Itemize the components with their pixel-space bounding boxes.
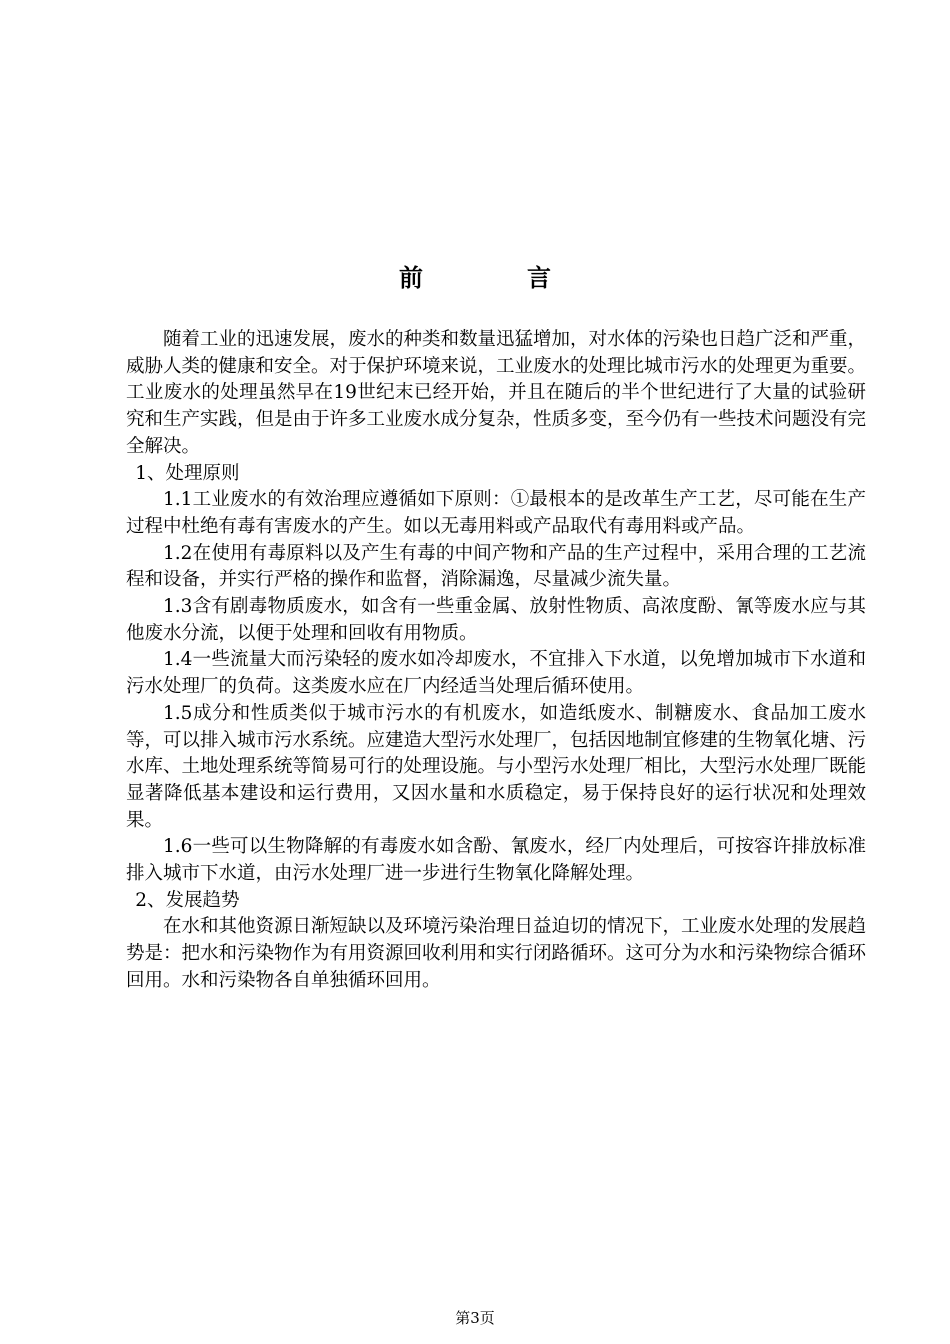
- paragraph-1-4: 1.4一些流量大而污染轻的废水如冷却废水，不宜排入下水道，以免增加城市下水道和污水处理厂的负荷。这类废水应在厂内经适当处理后循环使用。: [126, 649, 866, 698]
- paragraph-1-1: 1.1工业废水的有效治理应遵循如下原则：①最根本的是改革生产工艺，尽可能在生产过程中杜绝有毒有害废水的产生。如以无毒用料或产品取代有毒用料或产品。: [126, 489, 866, 537]
- paragraph-1-2: 1.2在使用有毒原料以及产生有毒的中间产物和产品的生产过程中，采用合理的工艺流程和设备，并实行严格的操作和监督，消除漏逸，尽量减少流失量。: [126, 542, 866, 591]
- page-number: 第3页: [455, 1309, 495, 1327]
- paragraph-1-6: 1.6一些可以生物降解的有毒废水如含酚、氰废水，经厂内处理后，可按容许排放标准排入城市下水道，由污水处理厂进一步进行生物氧化降解处理。: [126, 836, 866, 885]
- page-title: 前言: [399, 263, 655, 292]
- paragraph-1-3: 1.3含有剧毒物质废水，如含有一些重金属、放射性物质、高浓度酚、氰等废水应与其他废水分流，以便于处理和回收有用物质。: [126, 596, 866, 644]
- paragraph-1-5: 1.5成分和性质类似于城市污水的有机废水，如造纸废水、制糖废水、食品加工废水等，可以排入城市污水系统。应建造大型污水处理厂，包括因地制宜修建的生物氧化塘、污水库、土地处理系统等简易可行的处理设施。与小型污水处理厂相比，大型污水处理厂既能显著降低基本建设和运行费用，又因水量和水质稳定，易于保持良好的运行状况和处理效果。: [126, 702, 867, 831]
- section-heading-principles: 1、处理原则: [135, 462, 240, 484]
- trends-paragraph: 在水和其他资源日渐短缺以及环境污染治理日益迫切的情况下，工业废水处理的发展趋势是：把水和污染物作为有用资源回收利用和实行闭路循环。这可分为水和污染物综合循环回用。水和污染物各自单独循环回用。: [126, 916, 867, 991]
- intro-paragraph: 随着工业的迅速发展，废水的种类和数量迅猛增加，对水体的污染也日趋广泛和严重，威胁人类的健康和安全。对于保护环境来说，工业废水的处理比城市污水的处理更为重要。工业废水的处理虽然早在19世纪末已经开始，并且在随后的半个世纪进行了大量的试验研究和生产实践，但是由于许多工业废水成分复杂，性质多变，至今仍有一些技术问题没有完全解决。: [126, 329, 867, 457]
- document-body: [126, 327, 866, 995]
- section-heading-trends: 2、发展趋势: [135, 889, 240, 911]
